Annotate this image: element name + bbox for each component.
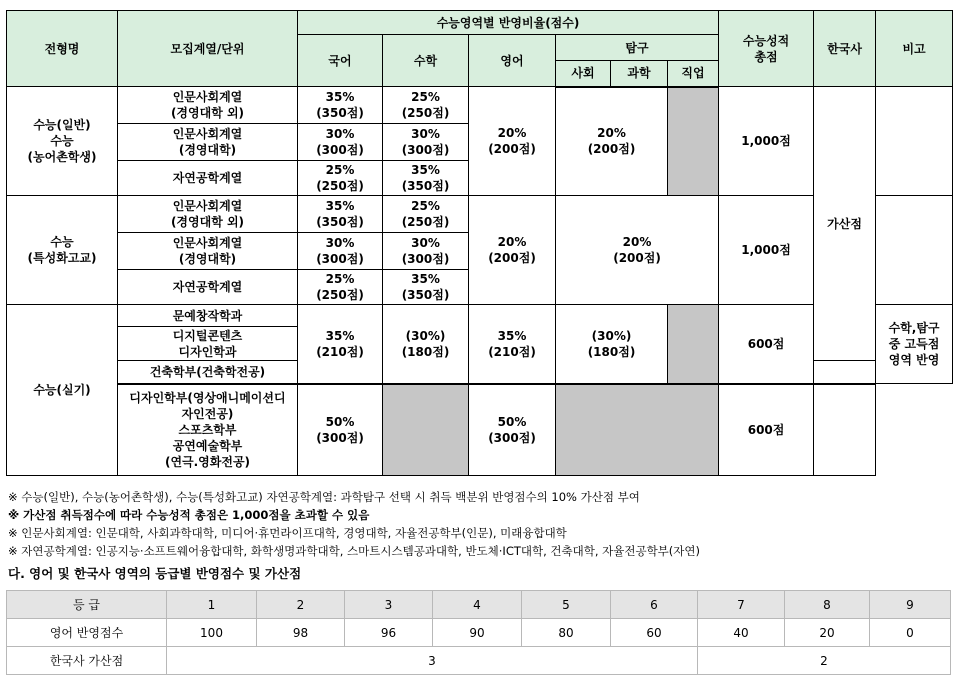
- group3b-math-na: [383, 384, 469, 476]
- group3b-inquiry-na: [556, 384, 719, 476]
- header-remark: 비고: [876, 11, 953, 87]
- group3-dept-1: 문예창작학과: [118, 305, 298, 327]
- group1-name: 수능(일반) 수능 (농어촌학생): [7, 87, 118, 196]
- header-total: 수능성적 총점: [719, 11, 814, 87]
- group1-math-1: 25% (250점): [383, 87, 469, 124]
- english-score-6: 60: [611, 619, 698, 647]
- grade-3: 3: [345, 591, 433, 619]
- english-score-8: 20: [785, 619, 870, 647]
- group3b-english: 50% (300점): [469, 384, 556, 476]
- header-korean: 국어: [298, 35, 383, 87]
- grade-9: 9: [870, 591, 951, 619]
- group1-english: 20% (200점): [469, 87, 556, 196]
- english-score-label: 영어 반영점수: [7, 619, 167, 647]
- group1-dept-1: 인문사회계열 (경영대학 외): [118, 87, 298, 124]
- history-bonus-grades-7-9: 2: [698, 647, 951, 675]
- grade-5: 5: [522, 591, 611, 619]
- history-bonus: 가산점: [814, 87, 876, 361]
- group3b-remark: [814, 384, 876, 476]
- group1-dept-3: 자연공학계열: [118, 161, 298, 196]
- header-math: 수학: [383, 35, 469, 87]
- group3a-total: 600점: [719, 305, 814, 384]
- grade-score-table: [6, 590, 951, 675]
- group3b-korean: 50% (300점): [298, 384, 383, 476]
- note-2: ※ 가산점 취득점수에 따라 수능성적 총점은 1,000점을 초과할 수 있음: [8, 508, 370, 522]
- group2-math-1: 25% (250점): [383, 196, 469, 233]
- grade-4: 4: [433, 591, 522, 619]
- note-1: ※ 수능(일반), 수능(농어촌학생), 수능(특성화고교) 자연공학계열: 과학탐구 선택 시 취득 백분위 반영점수의 10% 가산점 부여: [8, 490, 640, 504]
- group3b-total: 600점: [719, 384, 814, 476]
- english-score-1: 100: [167, 619, 257, 647]
- group1-korean-1: 35% (350점): [298, 87, 383, 124]
- group1-math-3: 35% (350점): [383, 161, 469, 196]
- header-english: 영어: [469, 35, 556, 87]
- header-inquiry: 탐구: [556, 35, 719, 61]
- header-social: 사회: [556, 61, 611, 87]
- group3a-korean: 35% (210점): [298, 305, 383, 384]
- grade-6: 6: [611, 591, 698, 619]
- group2-korean-2: 30% (300점): [298, 233, 383, 270]
- group1-korean-3: 25% (250점): [298, 161, 383, 196]
- section-title: 다. 영어 및 한국사 영역의 등급별 반영점수 및 가산점: [8, 566, 302, 581]
- group1-vocational-na: [668, 87, 719, 196]
- group2-total: 1,000점: [719, 196, 814, 305]
- grade-8: 8: [785, 591, 870, 619]
- english-score-4: 90: [433, 619, 522, 647]
- group2-dept-1: 인문사회계열 (경영대학 외): [118, 196, 298, 233]
- header-type: 전형명: [7, 11, 118, 87]
- group2-inquiry: 20% (200점): [556, 196, 719, 305]
- group3-dept-2: 디지털콘텐츠 디자인학과: [118, 327, 298, 361]
- group2-math-2: 30% (300점): [383, 233, 469, 270]
- english-score-5: 80: [522, 619, 611, 647]
- group3a-math: (30%) (180점): [383, 305, 469, 384]
- group1-total: 1,000점: [719, 87, 814, 196]
- group2-dept-3: 자연공학계열: [118, 270, 298, 305]
- history-bonus-grades-1-6: 3: [167, 647, 698, 675]
- grade-2: 2: [257, 591, 345, 619]
- group3-dept-4: 디자인학부(영상애니메이션디 자인전공) 스포츠학부 공연예술학부 (연극.영화전공): [118, 384, 298, 476]
- group1-dept-2: 인문사회계열 (경영대학): [118, 124, 298, 161]
- group3-name: 수능(실기): [7, 305, 118, 476]
- group1-remark: [876, 87, 953, 196]
- group3a-english: 35% (210점): [469, 305, 556, 384]
- group2-korean-3: 25% (250점): [298, 270, 383, 305]
- group3a-vocational-na: [668, 305, 719, 384]
- group2-name: 수능 (특성화고교): [7, 196, 118, 305]
- english-score-9: 0: [870, 619, 951, 647]
- group2-korean-1: 35% (350점): [298, 196, 383, 233]
- note-3: ※ 인문사회계열: 인문대학, 사회과학대학, 미디어·휴먼라이프대학, 경영대학, 자율전공학부(인문), 미래융합대학: [8, 526, 567, 540]
- english-score-3: 96: [345, 619, 433, 647]
- header-vocational: 직업: [668, 61, 719, 87]
- group1-korean-2: 30% (300점): [298, 124, 383, 161]
- group1-math-2: 30% (300점): [383, 124, 469, 161]
- group2-math-3: 35% (350점): [383, 270, 469, 305]
- grade-1: 1: [167, 591, 257, 619]
- header-dept: 모집계열/단위: [118, 11, 298, 87]
- header-history: 한국사: [814, 11, 876, 87]
- admission-ratio-table: [6, 10, 953, 476]
- english-score-7: 40: [698, 619, 785, 647]
- group2-english: 20% (200점): [469, 196, 556, 305]
- english-score-2: 98: [257, 619, 345, 647]
- header-science: 과학: [611, 61, 668, 87]
- history-bonus-label: 한국사 가산점: [7, 647, 167, 675]
- group2-dept-2: 인문사회계열 (경영대학): [118, 233, 298, 270]
- group3a-remark: 수학,탐구 중 고득점 영역 반영: [876, 305, 953, 384]
- note-4: ※ 자연공학계열: 인공지능·소프트웨어융합대학, 화학생명과학대학, 스마트시스템공과대학, 반도체·ICT대학, 건축대학, 자율전공학부(자연): [8, 544, 700, 558]
- group2-remark: [876, 196, 953, 305]
- group3a-inquiry: (30%) (180점): [556, 305, 668, 384]
- group1-inquiry: 20% (200점): [556, 87, 668, 196]
- group3-dept-3: 건축학부(건축학전공): [118, 361, 298, 384]
- notes: [8, 488, 953, 560]
- grade-header-label: 등 급: [7, 591, 167, 619]
- grade-7: 7: [698, 591, 785, 619]
- header-ratio-group: 수능영역별 반영비율(점수): [298, 11, 719, 35]
